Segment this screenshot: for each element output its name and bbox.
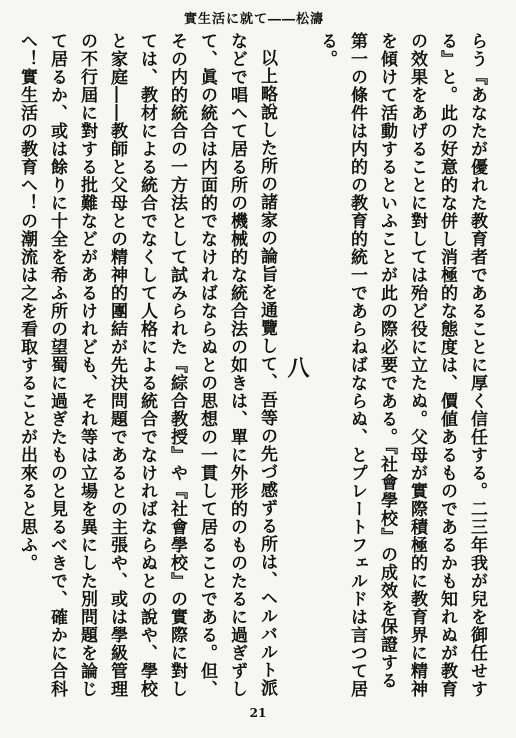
running-head — [104, 8, 404, 26]
section-number: 八 — [284, 355, 310, 379]
paragraph-section-8: 以上略說した所の諸家の論旨を通覽して、吾等の先づ感ずる所は、ヘルバルト派などで唱へて居る所の機械的な統合法の如きは、單に外形的のものたるに過ぎずして、眞の統合は内面的でなければならぬとの思想の一貫して居ることである。但、その内的統合の一方法として試みられた『綜合教授』や『社會學校』の實際に對しては、教材による統合でなくして人格による統合でなければならぬとの說や、學校と家庭――教師と父母との精神的團結が先決問題であるとの主張や、或は學級管理の不行屆に對する批難などがあるけれども、それ等は立場を異にした別問題を論じて居るか、或は餘りに十全を希ふ所の望蜀に過ぎたものと見るべきで、確かに合科へ！實生活の教育へ！の潮流は之を看取することが出來ると思ふ。 — [17, 32, 277, 698]
page-number: 21 — [249, 706, 267, 720]
running-head-title: 實生活に就て — [183, 12, 268, 27]
running-head-separator: ―― — [268, 12, 296, 27]
running-head-author: 松濤 — [296, 12, 325, 27]
paragraph-continuation: らう『あなたが優れた教育者であることに厚く信任する。二三年我が兒を御任せする』と。此の好意的な併し消極的な態度は、價値あるものであるかも知れぬが教育の效果をあげることに對しては殆ど役に立たぬ。父母が實際積極的に教育界に精神を傾けて活動するといふことが此の際必要である。『社會學校』の成效を保證する第一の條件は内的の教育的統一であらねばならぬ、とプレートフェルドは言つて居る。 — [317, 32, 487, 698]
body-text — [17, 32, 492, 702]
